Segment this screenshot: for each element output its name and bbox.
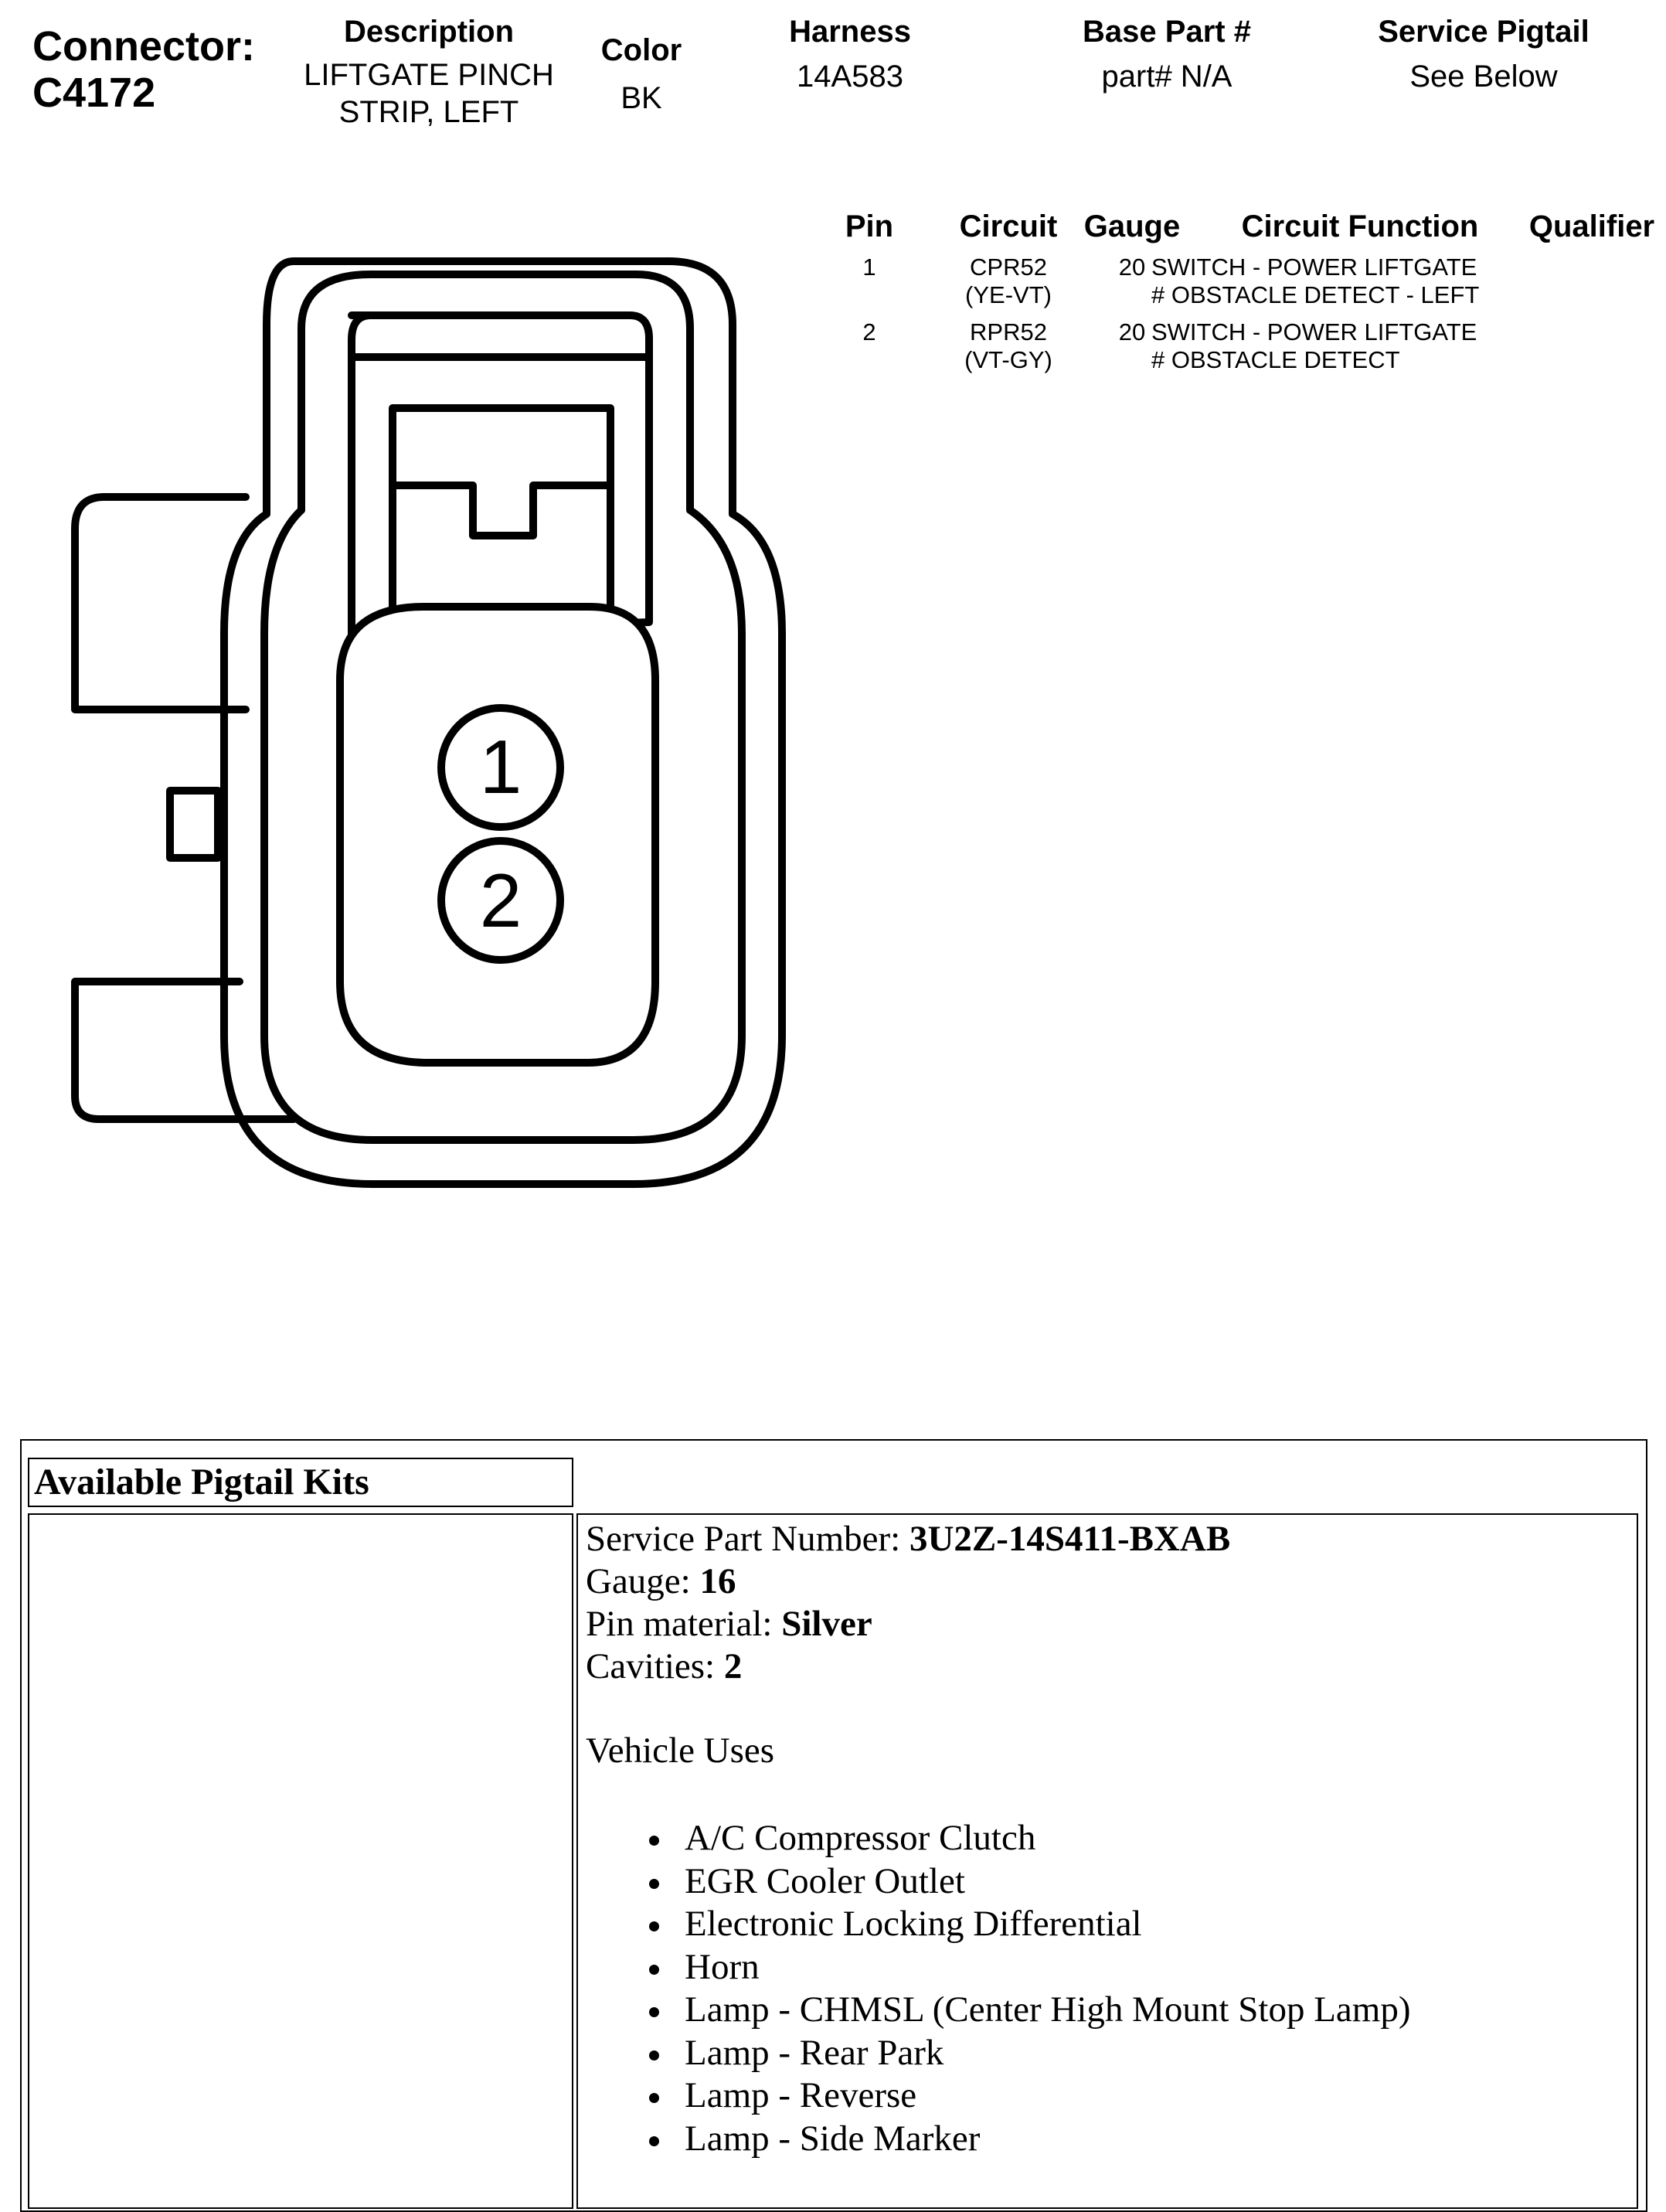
pigtail-image-cell xyxy=(28,1513,573,2209)
pigtail-gauge xyxy=(586,1560,1637,1603)
list-item: EGR Cooler Outlet xyxy=(685,1860,1637,1904)
circuit-function-header: Circuit Function xyxy=(1241,209,1479,243)
service-pigtail-column xyxy=(1329,14,1638,94)
table-row xyxy=(811,318,1661,380)
pin-2-label: 2 xyxy=(479,858,522,943)
latch-window xyxy=(393,408,610,622)
pin-cavity xyxy=(340,607,655,1063)
color-column xyxy=(572,32,711,116)
base-part-label: Base Part # xyxy=(1083,15,1251,49)
pin-material-value: Silver xyxy=(781,1604,872,1644)
harness-value: 14A583 xyxy=(797,60,903,94)
description-line2: STRIP, LEFT xyxy=(338,95,519,129)
circuit-function-line2: # OBSTACLE DETECT - LEFT xyxy=(1151,281,1480,308)
harness-label: Harness xyxy=(789,15,911,49)
wire-color: (VT-GY) xyxy=(964,346,1052,373)
service-pigtail-label: Service Pigtail xyxy=(1378,15,1590,49)
circuit-function-line2: # OBSTACLE DETECT xyxy=(1151,346,1400,373)
wire-gauge: 20 xyxy=(1118,254,1146,281)
color-value: BK xyxy=(620,81,662,115)
pin-1-label: 1 xyxy=(479,724,522,809)
upper-side-latch xyxy=(75,497,246,710)
connector-id: C4172 xyxy=(32,70,156,116)
circuit-header: Circuit xyxy=(959,209,1058,243)
vehicle-uses-list xyxy=(586,1817,1637,2160)
service-part-value: 3U2Z-14S411-BXAB xyxy=(909,1519,1231,1559)
list-item: A/C Compressor Clutch xyxy=(685,1817,1637,1860)
wire-color: (YE-VT) xyxy=(965,281,1052,308)
pin-header: Pin xyxy=(845,209,894,243)
connector-label-block xyxy=(32,23,255,116)
description-label: Description xyxy=(343,15,515,49)
wire-gauge: 20 xyxy=(1118,318,1146,345)
cavities-value: 2 xyxy=(723,1646,743,1686)
list-item: Electronic Locking Differential xyxy=(685,1903,1637,1946)
base-part-value: part# N/A xyxy=(1101,60,1232,94)
color-label: Color xyxy=(600,33,682,67)
pin-number: 1 xyxy=(862,254,876,281)
service-pigtail-value: See Below xyxy=(1409,60,1558,94)
gauge-value: 16 xyxy=(699,1561,736,1601)
pin-material-label: Pin material: xyxy=(586,1604,782,1644)
list-item: Lamp - Reverse xyxy=(685,2074,1637,2118)
pigtail-details-cell xyxy=(576,1513,1638,2209)
qualifier-header: Qualifier xyxy=(1528,209,1655,243)
service-part-number xyxy=(586,1518,1637,1560)
side-key xyxy=(170,791,218,858)
cavities-label: Cavities: xyxy=(586,1646,724,1686)
pin-number: 2 xyxy=(862,318,876,345)
circuit-id: CPR52 xyxy=(970,254,1047,281)
connector-label: Connector: xyxy=(32,23,255,70)
pin-table xyxy=(811,209,1661,394)
connector-face-diagram xyxy=(62,247,804,1206)
harness-column xyxy=(734,14,966,94)
list-item: Lamp - Rear Park xyxy=(685,2032,1637,2075)
pigtail-title-cell xyxy=(28,1458,573,1507)
circuit-id: RPR52 xyxy=(970,318,1047,345)
list-item: Lamp - Side Marker xyxy=(685,2118,1637,2161)
cavities xyxy=(586,1645,1637,1688)
list-item: Lamp - CHMSL (Center High Mount Stop Lamp) xyxy=(685,1989,1637,2032)
circuit-function-line1: SWITCH - POWER LIFTGATE xyxy=(1151,254,1477,281)
gauge-header: Gauge xyxy=(1083,209,1181,243)
pigtail-title: Available Pigtail Kits xyxy=(34,1462,369,1502)
vehicle-uses-label: Vehicle Uses xyxy=(586,1730,775,1771)
pin-material xyxy=(586,1603,1637,1645)
description-line1: LIFTGATE PINCH xyxy=(304,58,554,92)
description-column xyxy=(274,14,583,130)
base-part-column xyxy=(1028,14,1306,94)
list-item: Horn xyxy=(685,1946,1637,1989)
gauge-label: Gauge: xyxy=(586,1561,700,1601)
table-row xyxy=(811,254,1661,315)
circuit-function-line1: SWITCH - POWER LIFTGATE xyxy=(1151,318,1477,345)
service-part-label: Service Part Number: xyxy=(586,1519,910,1559)
